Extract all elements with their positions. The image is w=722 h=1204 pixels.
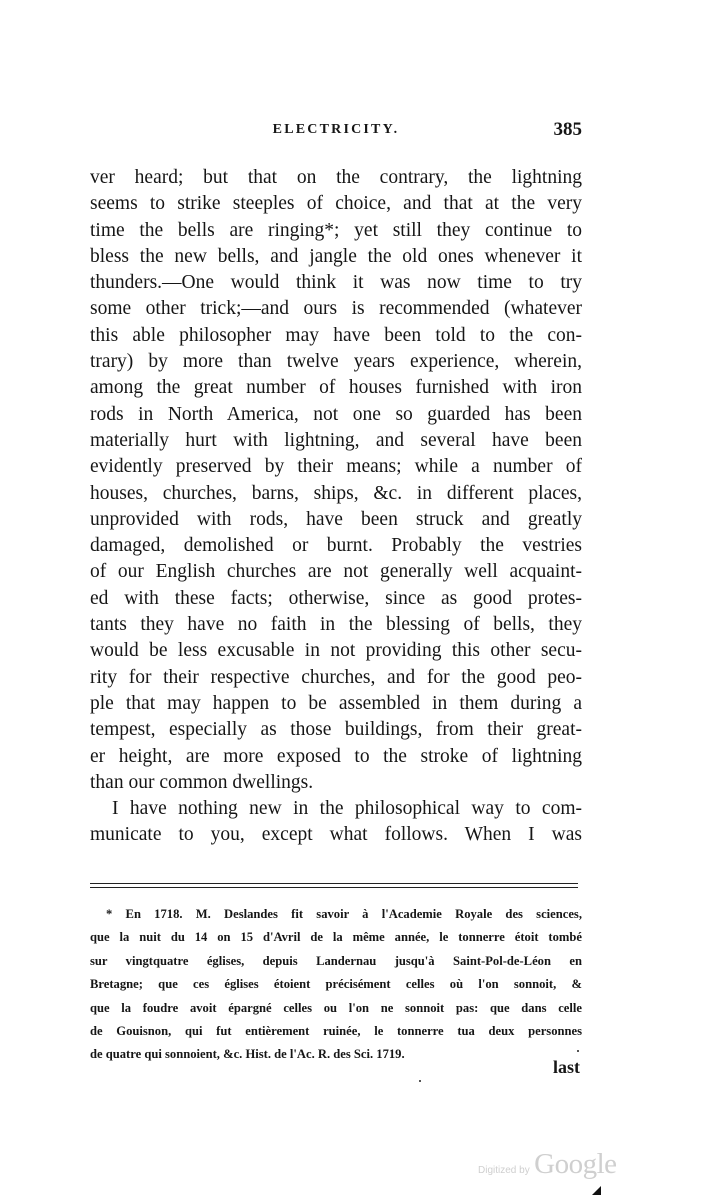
text-line: damaged, demolished or burnt. Probably the vestries [90,535,582,557]
page-number: 385 [553,119,582,140]
text-line: unprovided with rods, have been struck and greatly [90,508,582,530]
text-line: ver heard; but that on the contrary, the lightning [90,167,582,188]
text-line: some other trick;—and ours is recommended (whatever [90,298,582,320]
text-line: bless the new bells, and jangle the old ones whenever it [90,245,582,267]
catchword: last [553,1057,580,1077]
text-line: tants they have no faith in the blessing of bells, they [90,614,582,636]
text-line: trary) by more than twelve years experience, wherein, [90,351,582,373]
footnote-rule [90,887,578,888]
text-line: er height, are more exposed to the stroke of lightning [90,745,582,767]
running-head [90,119,582,144]
footnote-line: que la nuit du 14 on 15 d'Avril de la même année, le tonnerre étoit tombé [90,930,582,945]
digitized-watermark [478,1148,617,1181]
text-line: among the great number of houses furnished with iron [90,377,582,399]
text-line: evidently preserved by their means; while a number of [90,456,582,478]
text-line: municate to you, except what follows. When I was [90,824,582,846]
text-line: seems to strike steeples of choice, and that at the very [90,193,582,215]
running-title: ELECTRICITY. [272,122,400,137]
text-line: would be less excusable in not providing this other secu- [90,640,582,662]
text-line: thunders.—One would think it was now time to try [90,272,582,294]
text-line: tempest, especially as those buildings, from their great- [90,719,582,741]
watermark-prefix: Digitized by [478,1165,530,1176]
body-text [90,165,582,849]
footnote-line: * En 1718. M. Deslandes fit savoir à l'Academie Royale des sciences, [106,907,582,921]
footnote-line: Bretagne; que ces églises étoient précisément celles où l'on sonnoit, & [90,977,582,992]
text-line: of our English churches are not generally well acquaint- [90,561,582,583]
corner-mark [592,1186,601,1195]
footnote-line: que la foudre avoit épargné celles ou l'on ne sonnoit pas: que dans celle [90,1000,582,1015]
text-line: ple that may happen to be assembled in them during a [90,692,582,714]
footnote [90,903,582,1067]
ink-speck [577,1050,579,1052]
footnote-line: de quatre qui sonnoient, &c. Hist. de l'Ac. R. des Sci. 1719. [90,1047,405,1062]
text-line: this able philosopher may have been told to the con- [90,324,582,346]
text-line: rity for their respective churches, and for the good peo- [90,666,582,688]
paragraph-end-line: than our common dwellings. [90,771,314,793]
text-line: materially hurt with lightning, and several have been [90,429,582,451]
footnote-rule [90,883,578,884]
google-logo: Google [534,1148,617,1180]
footnote-line: sur vingtquatre églises, depuis Landernau jusqu'à Saint-Pol-de-Léon en [90,953,582,968]
paragraph-start-line: I have nothing new in the philosophical way to com- [112,798,582,820]
text-line: rods in North America, not one so guarded has been [90,403,582,425]
footnote-line: de Gouisnon, qui fut entièrement ruinée, le tonnerre tua deux personnes [90,1023,582,1038]
text-line: ed with these facts; otherwise, since as good protes- [90,587,582,609]
ink-speck [419,1080,421,1082]
text-line: houses, churches, barns, ships, &c. in different places, [90,482,582,504]
text-line: time the bells are ringing*; yet still they continue to [90,219,582,241]
